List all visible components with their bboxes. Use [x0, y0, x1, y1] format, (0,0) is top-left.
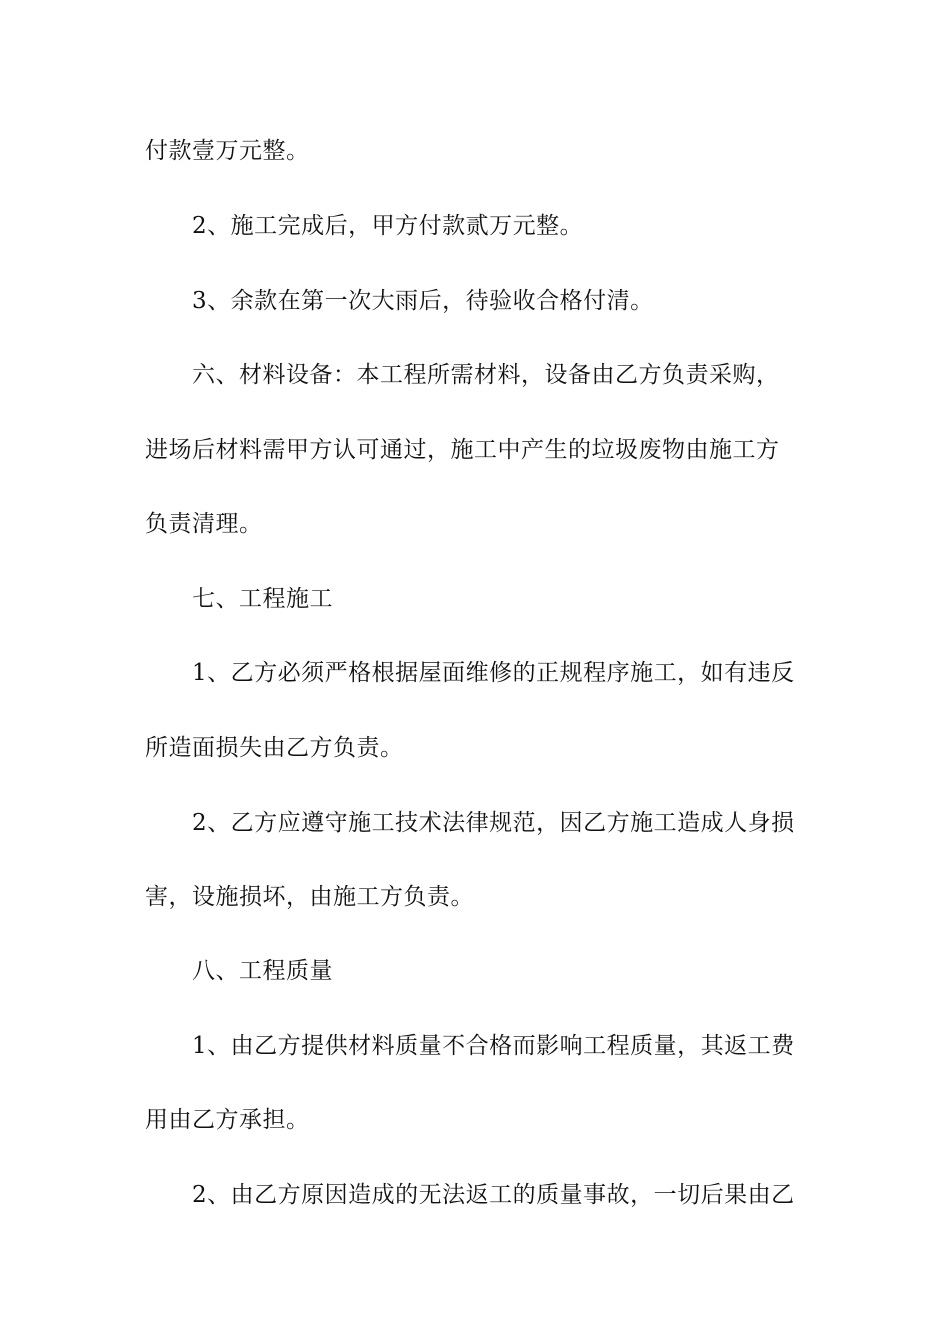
body-text-line: 所造面损失由乙方负责。	[145, 735, 404, 761]
section-8-heading: 八、工程质量	[192, 958, 333, 984]
body-text-line: 害，设施损坏，由施工方负责。	[145, 884, 474, 910]
body-text-line: 用由乙方承担。	[145, 1107, 310, 1133]
payment-clause-2: 2、施工完成后，甲方付款贰万元整。	[192, 213, 584, 239]
body-text-line: 付款壹万元整。	[145, 138, 310, 164]
body-text-line: 负责清理。	[145, 511, 263, 537]
section-7-heading: 七、工程施工	[192, 586, 333, 612]
quality-clause-2: 2、由乙方原因造成的无法返工的质量事故，一切后果由乙	[192, 1182, 795, 1208]
quality-clause-1: 1、由乙方提供材料质量不合格而影响工程质量，其返工费	[192, 1033, 795, 1059]
construction-clause-1: 1、乙方必须严格根据屋面维修的正规程序施工，如有违反	[192, 660, 795, 686]
payment-clause-3: 3、余款在第一次大雨后，待验收合格付清。	[192, 288, 654, 314]
construction-clause-2: 2、乙方应遵守施工技术法律规范，因乙方施工造成人身损	[192, 810, 795, 836]
section-6-heading-text: 六、材料设备：本工程所需材料，设备由乙方负责采购，	[192, 362, 780, 388]
body-text-line: 进场后材料需甲方认可通过，施工中产生的垃圾废物由施工方	[145, 437, 780, 463]
